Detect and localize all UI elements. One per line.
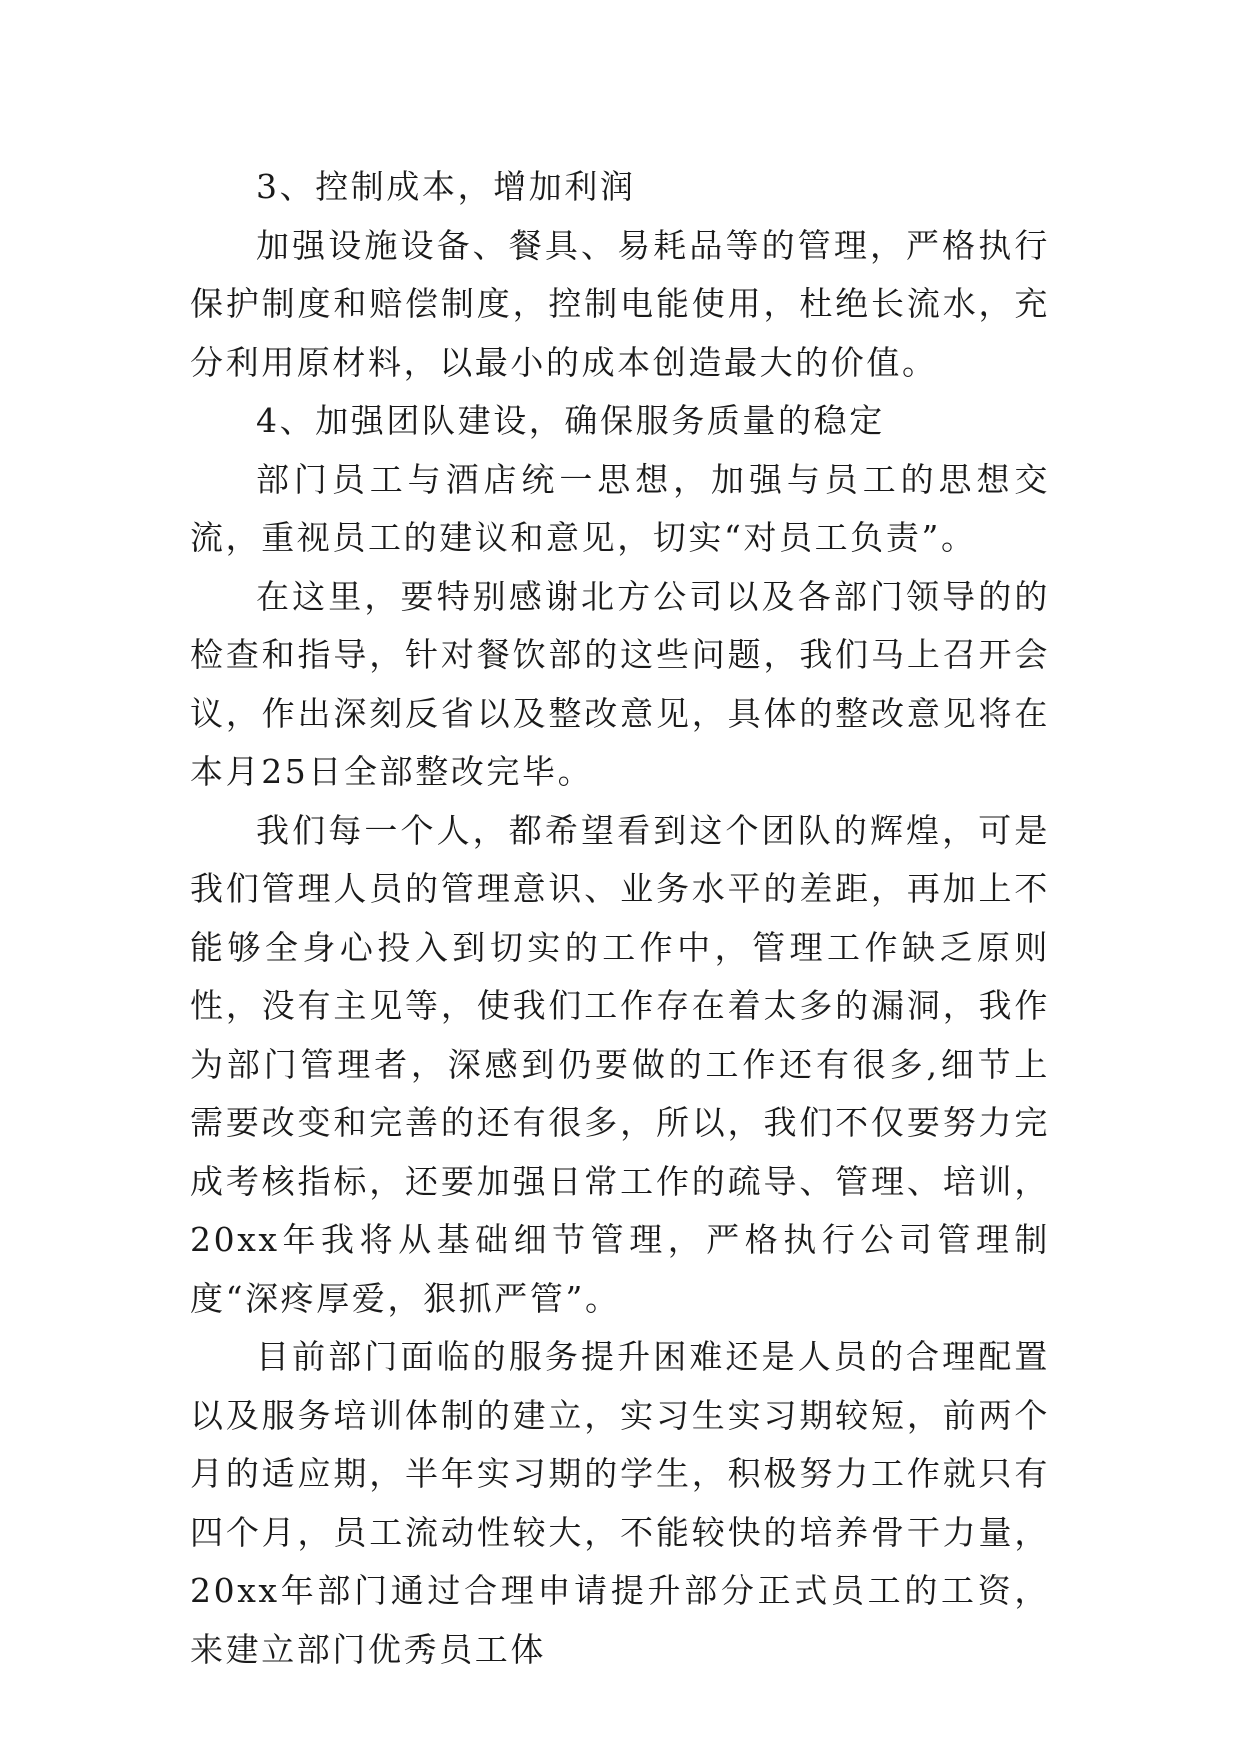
section-heading-team-building: 4、加强团队建设，确保服务质量的稳定 — [256, 401, 885, 440]
section-heading-cost-control: 3、控制成本，增加利润 — [256, 167, 636, 206]
document-body — [190, 158, 1050, 1679]
paragraph-staffing-challenges: 目前部门面临的服务提升困难还是人员的合理配置以及服务培训体制的建立，实习生实习期较短，前两个月的适应期，半年实习期的学生，积极努力工作就只有四个月，员工流动性较大，不能较快的培养骨干力量，20xx年部门通过合理申请提升部分正式员工的工资，来建立部门优秀员工体 — [190, 1337, 1050, 1669]
paragraph-cost-control: 加强设施设备、餐具、易耗品等的管理，严格执行保护制度和赔偿制度，控制电能使用，杜绝长流水，充分利用原材料，以最小的成本创造最大的价值。 — [190, 225, 1050, 382]
paragraph-team-building: 部门员工与酒店统一思想，加强与员工的思想交流，重视员工的建议和意见，切实“对员工负责”。 — [190, 459, 1050, 557]
paragraph-acknowledgement: 在这里，要特别感谢北方公司以及各部门领导的的检查和指导，针对餐饮部的这些问题，我们马上召开会议，作出深刻反省以及整改意见，具体的整改意见将在本月25日全部整改完毕。 — [190, 576, 1050, 791]
paragraph-reflection: 我们每一个人，都希望看到这个团队的辉煌，可是我们管理人员的管理意识、业务水平的差距，再加上不能够全身心投入到切实的工作中，管理工作缺乏原则性，没有主见等，使我们工作存在着太多的漏洞，我作为部门管理者，深感到仍要做的工作还有很多,细节上需要改变和完善的还有很多，所以，我们不仅要努力完成考核指标，还要加强日常工作的疏导、管理、培训，20xx年我将从基础细节管理，严格执行公司管理制度“深疼厚爱，狠抓严管”。 — [190, 810, 1050, 1318]
